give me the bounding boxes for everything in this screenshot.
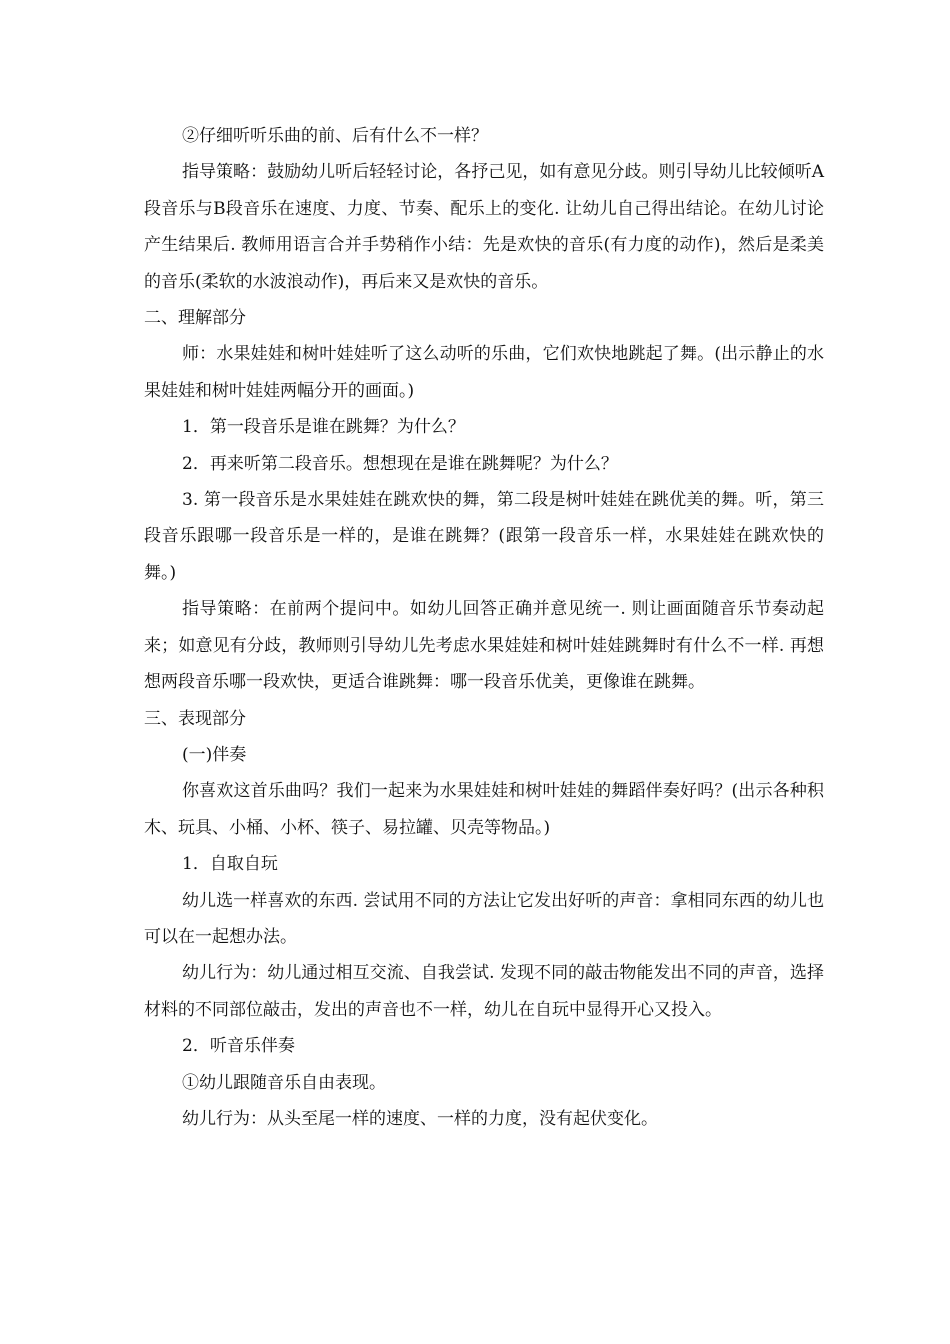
- paragraph-guidance-strategy-2: 指导策略：在前两个提问中。如幼儿回答正确并意见统一. 则让画面随音乐节奏动起来；如意见有分歧，教师则引导幼儿先考虑水果娃娃和树叶娃娃跳舞时有什么不一样. 再想想两段音乐哪一段欢快，更适合谁跳舞：哪一段音乐优美，更像谁在跳舞。: [144, 599, 824, 693]
- list-item-self-play: 1．自取自玩: [182, 854, 278, 875]
- paragraph-question-2: ②仔细听听乐曲的前、后有什么不一样？: [182, 126, 488, 146]
- section-heading-understanding: 二、理解部分: [144, 308, 246, 329]
- paragraph-child-behavior-1: 幼儿行为：幼儿通过相互交流、自我尝试. 发现不同的敲击物能发出不同的声音，选择材料的不同部位敲击，发出的声音也不一样，幼儿在自玩中显得开心又投入。: [144, 963, 824, 1020]
- paragraph-accompaniment-intro: 你喜欢这首乐曲吗？我们一起来为水果娃娃和树叶娃娃的舞蹈伴奏好吗？(出示各种积木、玩具、小桶、小杯、筷子、易拉罐、贝壳等物品。): [144, 781, 824, 838]
- paragraph-self-play-description: 幼儿选一样喜欢的东西. 尝试用不同的方法让它发出好听的声音：拿相同东西的幼儿也可以在一起想办法。: [144, 890, 824, 947]
- list-item-question-1: 1．第一段音乐是谁在跳舞？为什么？: [182, 417, 465, 438]
- paragraph-child-behavior-2: 幼儿行为：从头至尾一样的速度、一样的力度，没有起伏变化。: [182, 1108, 658, 1129]
- paragraph-teacher-intro: 师：水果娃娃和树叶娃娃听了这么动听的乐曲，它们欢快地跳起了舞。(出示静止的水果娃娃和树叶娃娃两幅分开的画面。): [144, 344, 824, 401]
- paragraph-free-expression: ①幼儿跟随音乐自由表现。: [182, 1072, 386, 1093]
- subsection-heading-accompaniment: (一)伴奏: [182, 744, 247, 765]
- list-item-question-3: 3. 第一段音乐是水果娃娃在跳欢快的舞，第二段是树叶娃娃在跳优美的舞。听，第三段音乐跟哪一段音乐是一样的，是谁在跳舞？(跟第一段音乐一样，水果娃娃在跳欢快的舞。): [144, 490, 824, 583]
- list-item-listen-accompany: 2．听音乐伴奏: [182, 1036, 295, 1057]
- paragraph-guidance-strategy-1: 指导策略：鼓励幼儿听后轻轻讨论，各抒己见，如有意见分歧。则引导幼儿比较倾听A段音乐与B段音乐在速度、力度、节奏、配乐上的变化. 让幼儿自己得出结论。在幼儿讨论产生结果后. 教师用语言合并手势稍作小结：先是欢快的音乐(有力度的动作)，然后是柔美的音乐(柔软的水波浪动作)，再后来又是欢快的音乐。: [144, 162, 824, 292]
- section-heading-performance: 三、表现部分: [144, 708, 246, 729]
- list-item-question-2: 2．再来听第二段音乐。想想现在是谁在跳舞呢？为什么？: [182, 453, 618, 474]
- document-body: [144, 118, 824, 1137]
